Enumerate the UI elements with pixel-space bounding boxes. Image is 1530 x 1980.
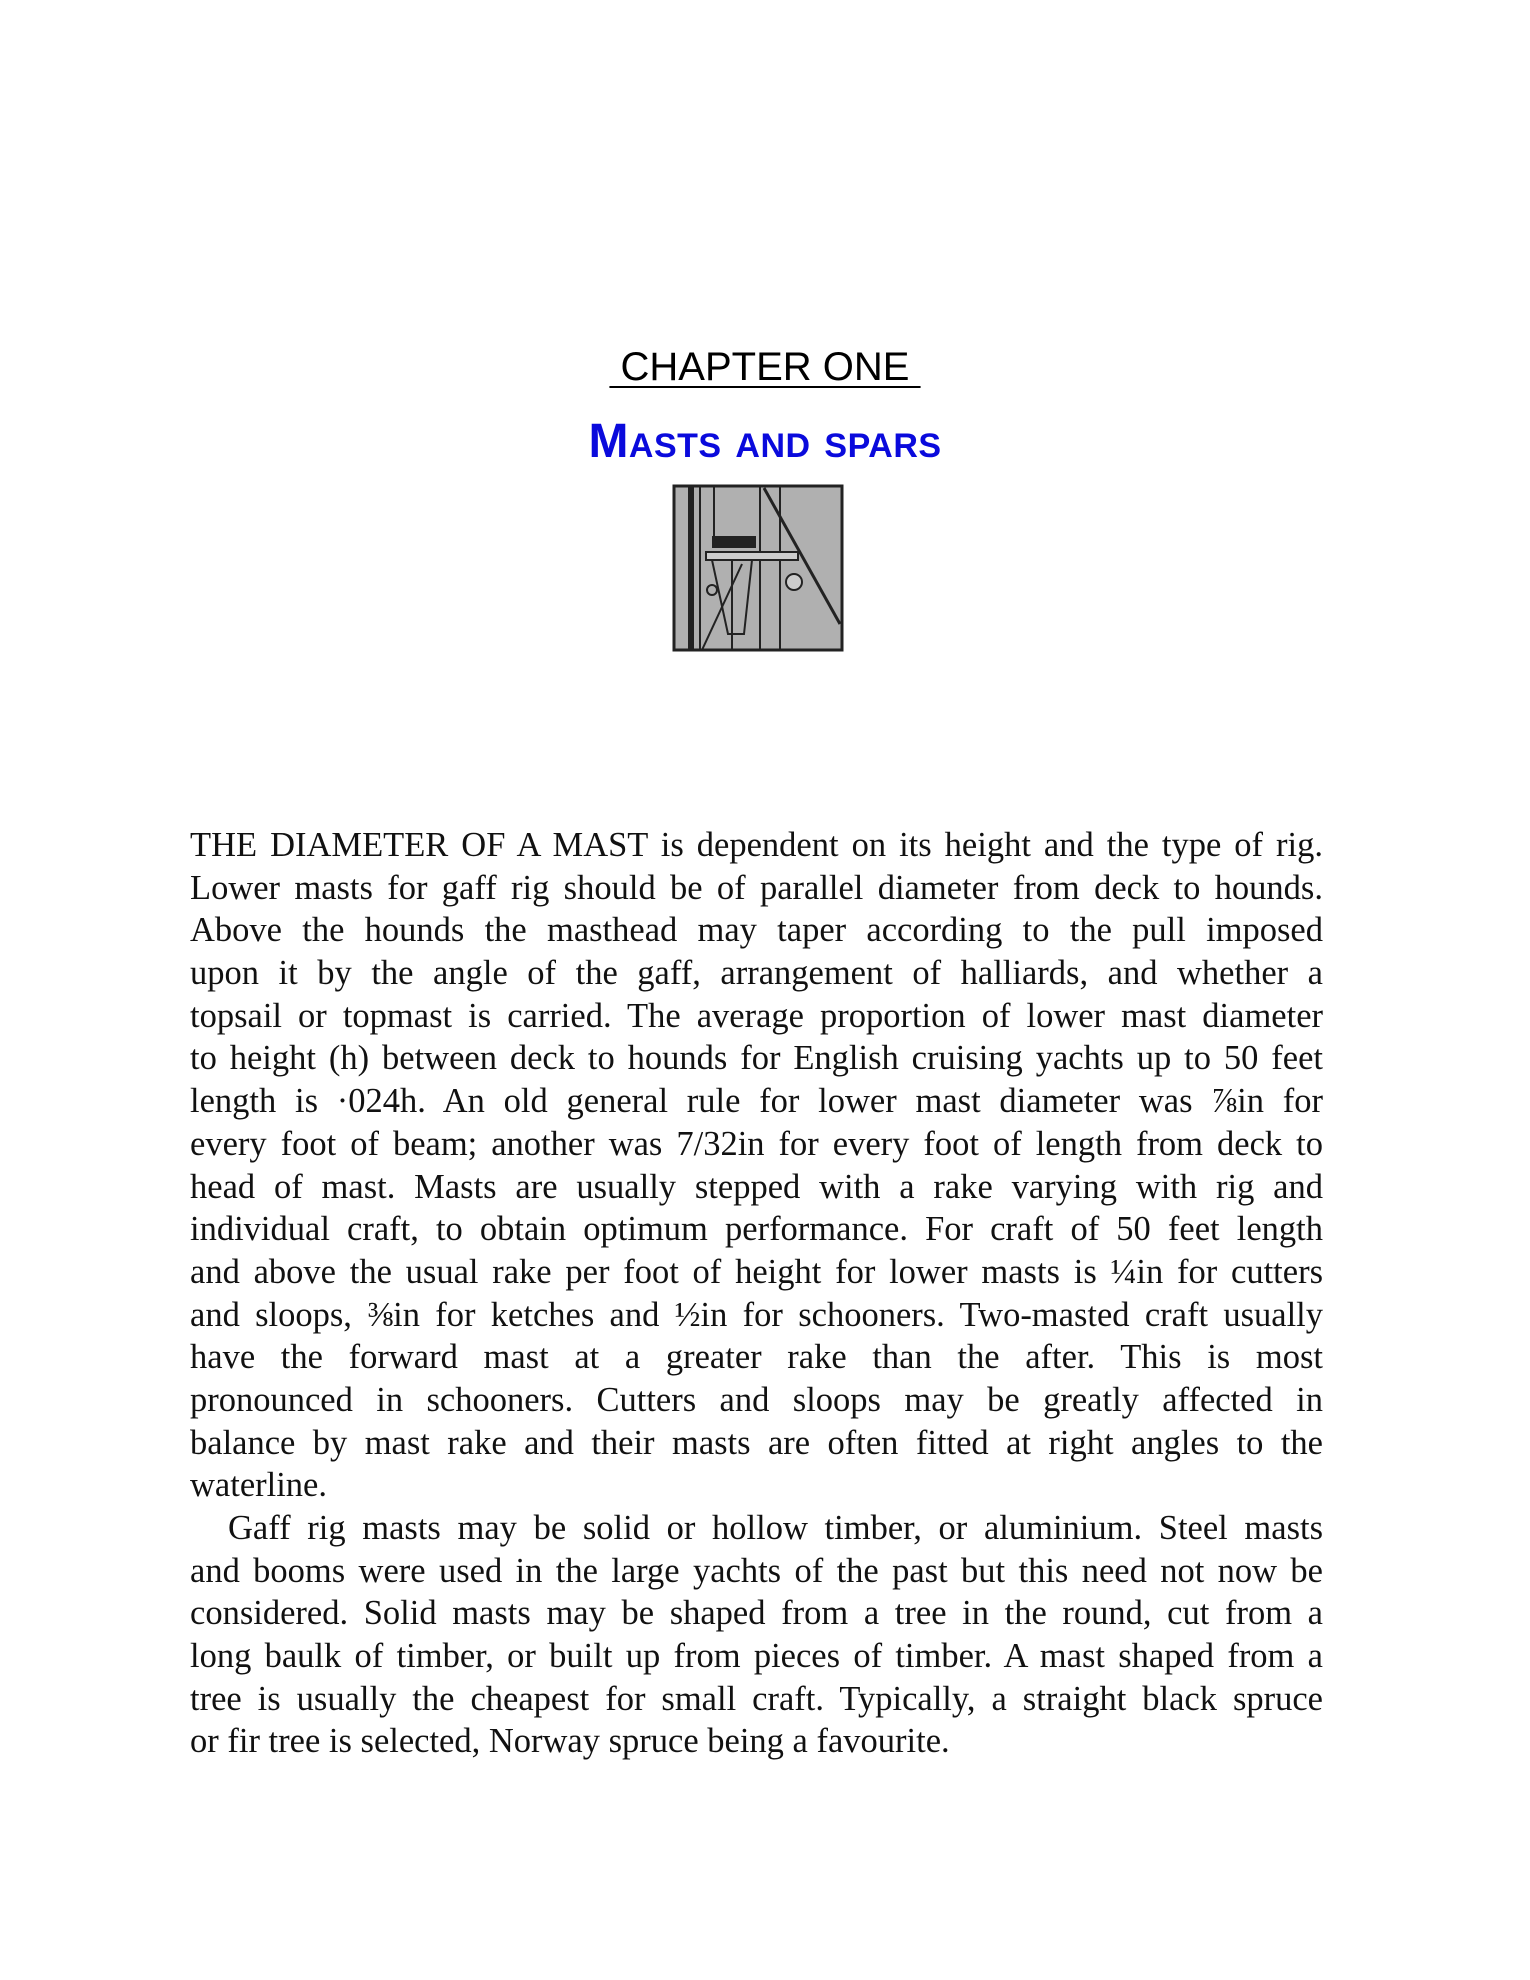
text-line: head of mast. Masts are usually stepped with a rake varying with rig and (190, 1167, 1323, 1206)
text-line: and above the usual rake per foot of height for lower masts is ¼in for cutters (190, 1252, 1323, 1291)
text-line: THE DIAMETER OF A MAST is dependent on its height and the type of rig. (190, 826, 1323, 864)
text-line: Above the hounds the masthead may taper according to the pull imposed (190, 911, 1323, 950)
body-text (190, 824, 1323, 1763)
text-line: every foot of beam; another was 7/32in for every foot of length from deck to (190, 1124, 1323, 1163)
text-line: and sloops, ⅜in for ketches and ½in for schooners. Two-masted craft usually (190, 1295, 1323, 1334)
chapter-title: Masts and spars (588, 415, 942, 468)
text-line: topsail or topmast is carried. The average proportion of lower mast diameter (190, 996, 1323, 1035)
text-line: to height (h) between deck to hounds for English cruising yachts up to 50 feet (190, 1039, 1323, 1078)
chapter-label-text: CHAPTER ONE (609, 345, 921, 389)
text-line: Gaff rig masts may be solid or hollow timber, or aluminium. Steel masts (228, 1509, 1323, 1547)
text-line: considered. Solid masts may be shaped from a tree in the round, cut from a (190, 1594, 1323, 1633)
text-line: tree is usually the cheapest for small craft. Typically, a straight black spruce (190, 1679, 1323, 1718)
text-line: balance by mast rake and their masts are often fitted at right angles to the (190, 1423, 1323, 1462)
text-line: upon it by the angle of the gaff, arrangement of halliards, and whether a (190, 954, 1323, 993)
text-line: have the forward mast at a greater rake than the after. This is most (190, 1338, 1323, 1377)
text-line: waterline. (190, 1466, 327, 1505)
text-line: pronounced in schooners. Cutters and sloops may be greatly affected in (190, 1380, 1323, 1419)
text-line: or fir tree is selected, Norway spruce being a favourite. (190, 1722, 950, 1761)
text-line: long baulk of timber, or built up from pieces of timber. A mast shaped from a (190, 1637, 1323, 1676)
mast-illustration-icon (672, 484, 844, 652)
chapter-label (0, 345, 1530, 390)
text-line: length is ·024h. An old general rule for lower mast diameter was ⅞in for (190, 1082, 1323, 1121)
text-line: Lower masts for gaff rig should be of parallel diameter from deck to hounds. (190, 868, 1323, 907)
text-line: individual craft, to obtain optimum performance. For craft of 50 feet length (190, 1210, 1323, 1249)
text-line: and booms were used in the large yachts of the past but this need not now be (190, 1551, 1323, 1590)
